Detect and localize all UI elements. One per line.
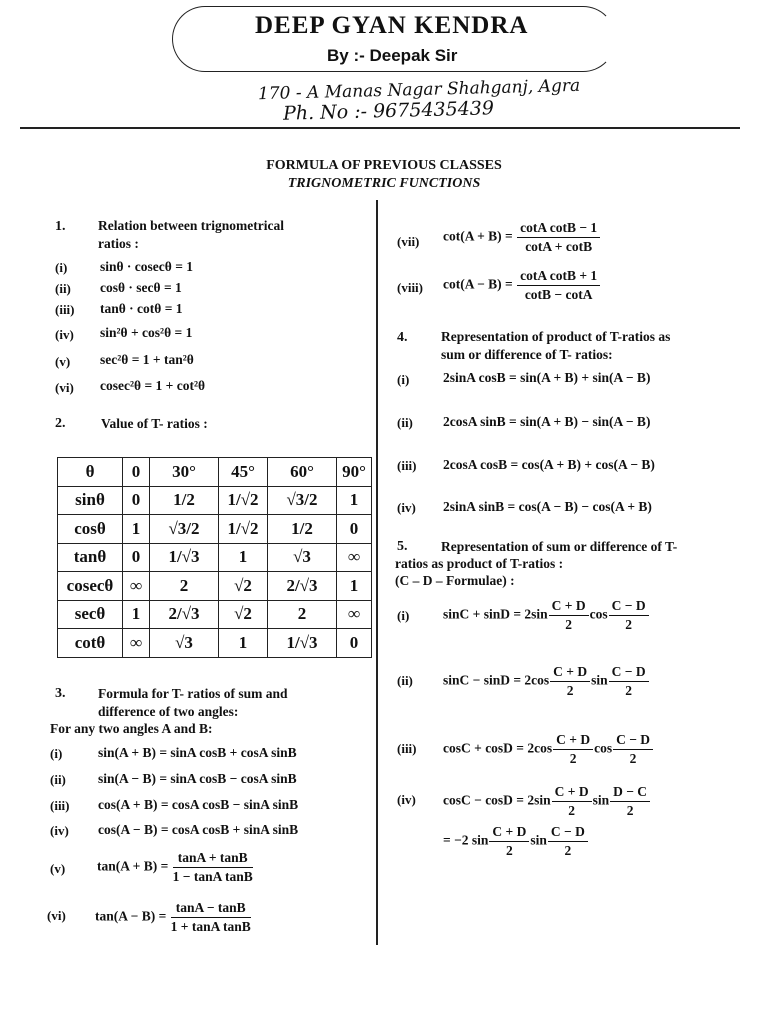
institute-title: DEEP GYAN KENDRA xyxy=(255,12,529,39)
denominator: 2 xyxy=(629,751,637,766)
section-5-title: Representation of sum or difference of T- xyxy=(441,539,678,554)
author-byline: By :- Deepak Sir xyxy=(327,46,458,65)
table-row-header: cosecθ xyxy=(58,572,123,601)
section-3-number: 3. xyxy=(55,686,66,701)
denominator: 1 + tanA tanB xyxy=(170,919,251,934)
section-2-number: 2. xyxy=(55,416,66,431)
section-4-title: Representation of product of T-ratios as xyxy=(441,329,671,344)
numerator: C + D xyxy=(550,664,590,682)
s5-iii-mid: cos xyxy=(594,740,613,756)
table-cell: 1 xyxy=(219,629,268,658)
section-2-title: Value of T- ratios : xyxy=(101,416,208,431)
s5-i-mid: cos xyxy=(589,606,608,622)
numerator: cotA cotB + 1 xyxy=(517,268,600,286)
fraction xyxy=(609,664,649,699)
s3-formula-vii xyxy=(443,220,601,255)
table-cell: √2 xyxy=(219,572,268,601)
s3-label-i: (i) xyxy=(50,746,63,761)
table-header-cell: 90° xyxy=(337,458,372,487)
s1-label-vi: (vi) xyxy=(55,380,74,395)
numerator: C + D xyxy=(489,824,529,842)
denominator: 2 xyxy=(566,683,574,698)
table-cell: 1 xyxy=(123,600,150,629)
s3-label-ii: (ii) xyxy=(50,772,66,787)
section-3-title: Formula for T- ratios of sum and xyxy=(98,686,288,701)
table-row-header: sinθ xyxy=(58,486,123,515)
table-row xyxy=(58,486,372,515)
s5-label-iii: (iii) xyxy=(397,741,417,756)
table-cell: 0 xyxy=(123,486,150,515)
s3-vii-lhs: cot(A + B) = xyxy=(443,228,513,244)
s5-formula-iii xyxy=(443,732,654,767)
s5-iv2-mid: sin xyxy=(530,832,547,848)
fraction xyxy=(517,220,600,255)
s3-label-viii: (viii) xyxy=(397,280,423,295)
s3-label-iii: (iii) xyxy=(50,798,70,813)
s3-eq-iii: cos(A + B) = cosA cosB − sinA sinB xyxy=(98,797,299,812)
s5-formula-iv xyxy=(443,784,651,819)
denominator: 2 xyxy=(568,803,575,818)
table-row-header: cotθ xyxy=(58,629,123,658)
s3-eq-i: sin(A + B) = sinA cosB + cosA sinB xyxy=(98,745,297,760)
s5-iv-mid: sin xyxy=(592,792,610,808)
fraction xyxy=(489,824,529,859)
numerator: cotA cotB − 1 xyxy=(517,220,600,238)
denominator: 2 xyxy=(564,843,572,858)
s3-label-vii: (vii) xyxy=(397,234,420,249)
s1-eq-iii: tanθ · cotθ = 1 xyxy=(100,301,183,316)
s1-label-ii: (ii) xyxy=(55,281,71,296)
table-cell: ∞ xyxy=(123,629,150,658)
table-cell: 1/√3 xyxy=(150,543,219,572)
denominator: 2 xyxy=(625,683,632,698)
section-5-title-cont: ratios as product of T-ratios : xyxy=(395,556,564,571)
s5-iv2-lhs: = −2 sin xyxy=(443,832,489,848)
table-cell: 1/√2 xyxy=(219,515,268,544)
fraction xyxy=(549,598,589,633)
numerator: C + D xyxy=(549,598,589,616)
numerator: tanA − tanB xyxy=(171,900,251,918)
fraction xyxy=(548,824,588,859)
fraction xyxy=(517,268,600,303)
table-cell: 1 xyxy=(337,486,372,515)
table-cell: 1/√2 xyxy=(219,486,268,515)
numerator: C − D xyxy=(609,598,649,616)
table-row-header: cosθ xyxy=(58,515,123,544)
table-cell: 1/2 xyxy=(268,515,337,544)
s1-eq-iv: sin²θ + cos²θ = 1 xyxy=(100,325,193,340)
fraction xyxy=(613,732,653,767)
section-3-title-cont: difference of two angles: xyxy=(98,704,239,719)
page-heading: FORMULA OF PREVIOUS CLASSES xyxy=(266,158,502,173)
s3-eq-iv: cos(A − B) = cosA cosB + sinA sinB xyxy=(98,822,299,837)
s1-eq-vi: cosec²θ = 1 + cot²θ xyxy=(100,378,206,393)
s5-label-iv: (iv) xyxy=(397,792,416,807)
s5-iii-lhs: cosC + cosD = 2cos xyxy=(443,740,553,756)
s3-formula-vi xyxy=(95,900,252,935)
section-1-title: Relation between trignometrical xyxy=(98,218,284,233)
s5-label-i: (i) xyxy=(397,608,410,623)
s5-formula-ii xyxy=(443,664,650,699)
s4-label-iv: (iv) xyxy=(397,500,416,515)
section-4-number: 4. xyxy=(397,330,408,345)
fraction xyxy=(609,598,649,633)
address-text: 170 - A Manas Nagar Shahganj, Agra xyxy=(257,75,581,105)
table-cell: 1 xyxy=(337,572,372,601)
denominator: cotB − cotA xyxy=(524,287,593,302)
denominator: 2 xyxy=(625,617,632,632)
section-3-intro: For any two angles A and B: xyxy=(50,721,213,736)
t-ratio-table xyxy=(57,457,372,658)
page-subheading: TRIGNOMETRIC FUNCTIONS xyxy=(287,176,481,191)
denominator: 2 xyxy=(506,843,513,858)
s4-label-iii: (iii) xyxy=(397,458,417,473)
s3-vi-lhs: tan(A − B) = xyxy=(95,908,167,924)
s5-formula-i xyxy=(443,598,650,633)
table-cell: 2 xyxy=(268,600,337,629)
table-cell: 2/√3 xyxy=(150,600,219,629)
header-rule xyxy=(20,127,740,129)
s5-formula-iv-alt xyxy=(443,824,589,859)
numerator: C + D xyxy=(553,732,593,750)
numerator: C + D xyxy=(552,784,592,802)
s1-label-v: (v) xyxy=(55,354,71,369)
table-cell: 1 xyxy=(123,515,150,544)
section-1-title-cont: ratios : xyxy=(98,236,139,251)
s3-v-lhs: tan(A + B) = xyxy=(97,858,169,874)
fraction xyxy=(550,664,590,699)
fraction xyxy=(553,732,593,767)
table-header-cell: 30° xyxy=(150,458,219,487)
denominator: 2 xyxy=(565,617,573,632)
s5-ii-lhs: sinC − sinD = 2cos xyxy=(443,672,550,688)
fraction xyxy=(552,784,592,819)
s3-formula-viii xyxy=(443,268,601,303)
table-cell: 1/√3 xyxy=(268,629,337,658)
table-row-header: secθ xyxy=(58,600,123,629)
s5-label-ii: (ii) xyxy=(397,673,413,688)
denominator: cotA + cotB xyxy=(525,239,593,254)
table-cell: √3/2 xyxy=(268,486,337,515)
s1-label-i: (i) xyxy=(55,260,68,275)
s3-label-iv: (iv) xyxy=(50,823,69,838)
numerator: C − D xyxy=(613,732,653,750)
s4-eq-ii: 2cosA sinB = sin(A + B) − sin(A − B) xyxy=(443,414,651,429)
table-header-cell: 45° xyxy=(219,458,268,487)
s4-eq-iii: 2cosA cosB = cos(A + B) + cos(A − B) xyxy=(443,457,655,472)
table-cell: ∞ xyxy=(337,600,372,629)
denominator: 1 − tanA tanB xyxy=(172,869,253,884)
section-4-title-cont: sum or difference of T- ratios: xyxy=(441,347,613,362)
s3-viii-lhs: cot(A − B) = xyxy=(443,276,513,292)
table-cell: √3/2 xyxy=(150,515,219,544)
table-row xyxy=(58,600,372,629)
section-5-title-sub: (C – D – Formulae) : xyxy=(395,573,515,588)
numerator: tanA + tanB xyxy=(173,850,253,868)
table-header-row xyxy=(58,458,372,487)
table-cell: 0 xyxy=(337,629,372,658)
s3-label-vi: (vi) xyxy=(47,908,66,923)
s5-iv-lhs: cosC − cosD = 2sin xyxy=(443,792,551,808)
table-row xyxy=(58,543,372,572)
section-5-number: 5. xyxy=(397,539,408,554)
table-row xyxy=(58,572,372,601)
table-row-header: tanθ xyxy=(58,543,123,572)
table-cell: √3 xyxy=(150,629,219,658)
s1-label-iv: (iv) xyxy=(55,327,74,342)
table-row xyxy=(58,515,372,544)
phone-text: Ph. No :- 9675435439 xyxy=(282,97,495,125)
section-1-number: 1. xyxy=(55,219,66,234)
table-cell: 1 xyxy=(219,543,268,572)
denominator: 2 xyxy=(569,751,577,766)
table-cell: 0 xyxy=(123,543,150,572)
table-cell: ∞ xyxy=(337,543,372,572)
fraction xyxy=(173,850,253,885)
numerator: C − D xyxy=(609,664,649,682)
s3-label-v: (v) xyxy=(50,861,66,876)
s1-eq-v: sec²θ = 1 + tan²θ xyxy=(100,352,194,367)
column-divider xyxy=(376,200,378,945)
table-header-cell: 60° xyxy=(268,458,337,487)
s4-label-i: (i) xyxy=(397,372,410,387)
s5-i-lhs: sinC + sinD = 2sin xyxy=(443,606,548,622)
table-cell: ∞ xyxy=(123,572,150,601)
table-cell: √3 xyxy=(268,543,337,572)
s4-eq-iv: 2sinA sinB = cos(A − B) − cos(A + B) xyxy=(443,499,652,514)
s3-eq-ii: sin(A − B) = sinA cosB − cosA sinB xyxy=(98,771,297,786)
denominator: 2 xyxy=(626,803,634,818)
s1-eq-ii: cosθ · secθ = 1 xyxy=(100,280,182,295)
table-header-cell: θ xyxy=(58,458,123,487)
s4-label-ii: (ii) xyxy=(397,415,413,430)
s4-eq-i: 2sinA cosB = sin(A + B) + sin(A − B) xyxy=(443,370,651,385)
s5-ii-mid: sin xyxy=(591,672,608,688)
table-cell: 2 xyxy=(150,572,219,601)
s1-eq-i: sinθ · cosecθ = 1 xyxy=(100,259,194,274)
table-header-cell: 0 xyxy=(123,458,150,487)
numerator: D − C xyxy=(610,784,650,802)
table-row xyxy=(58,629,372,658)
table-cell: √2 xyxy=(219,600,268,629)
table-cell: 0 xyxy=(337,515,372,544)
fraction xyxy=(171,900,251,935)
s3-formula-v xyxy=(97,850,254,885)
s1-label-iii: (iii) xyxy=(55,302,75,317)
table-cell: 2/√3 xyxy=(268,572,337,601)
numerator: C − D xyxy=(548,824,588,842)
table-cell: 1/2 xyxy=(150,486,219,515)
fraction xyxy=(610,784,650,819)
